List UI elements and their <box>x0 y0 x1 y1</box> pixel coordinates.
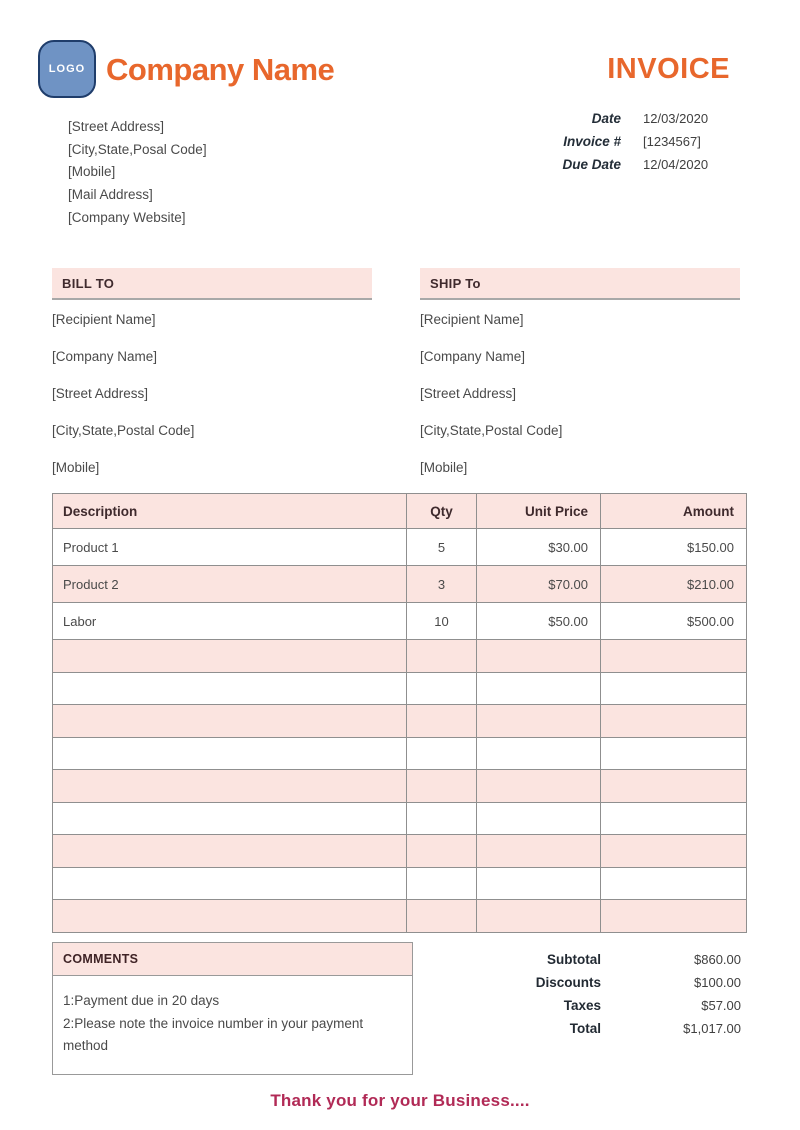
empty-cell <box>477 770 601 803</box>
meta-row-date <box>470 107 741 130</box>
bill-to-street-address: [Street Address] <box>52 386 149 401</box>
ship-to-mobile: [Mobile] <box>420 460 468 475</box>
empty-cell <box>477 900 601 933</box>
empty-cell <box>601 737 747 770</box>
empty-cell <box>53 672 407 705</box>
invoice-meta <box>470 107 741 176</box>
company-website: [Company Website] <box>68 209 186 225</box>
empty-cell <box>407 705 477 738</box>
comment-line-1: 1:Payment due in 20 days <box>63 993 220 1008</box>
bill-to-fields <box>52 300 372 497</box>
column-header-qty: Qty <box>407 494 477 529</box>
empty-cell <box>53 802 407 835</box>
item-row-labor <box>53 603 747 640</box>
totals-section <box>420 948 741 1040</box>
empty-cell <box>601 900 747 933</box>
item-description: Product 1 <box>53 529 407 566</box>
ship-to-section <box>420 268 740 497</box>
item-row-product-1 <box>53 529 747 566</box>
item-empty-row <box>53 900 747 933</box>
discounts-label: Discounts <box>535 975 601 990</box>
meta-row-due-date <box>470 153 741 176</box>
empty-cell <box>53 737 407 770</box>
empty-cell <box>601 867 747 900</box>
bill-to-section <box>52 268 372 497</box>
ship-to-recipient-name: [Recipient Name] <box>420 312 524 327</box>
due-date-label: Due Date <box>562 157 621 172</box>
item-empty-row <box>53 835 747 868</box>
invoice-number-value: [1234567] <box>643 134 701 149</box>
items-empty-rows <box>53 640 747 933</box>
empty-cell <box>601 770 747 803</box>
item-empty-row <box>53 802 747 835</box>
comments-section <box>52 942 413 1075</box>
item-empty-row <box>53 640 747 673</box>
subtotal-label: Subtotal <box>547 952 601 967</box>
due-date-value: 12/04/2020 <box>643 157 709 172</box>
item-empty-row <box>53 770 747 803</box>
company-street-address: [Street Address] <box>68 119 165 134</box>
logo-text: LOGO <box>48 63 86 75</box>
empty-cell <box>477 672 601 705</box>
ship-to-fields <box>420 300 740 497</box>
empty-cell <box>601 705 747 738</box>
item-qty: 10 <box>407 603 477 640</box>
comment-line-2: 2:Please note the invoice number in your payment method <box>63 1015 364 1053</box>
item-qty: 3 <box>407 566 477 603</box>
item-empty-row <box>53 867 747 900</box>
empty-cell <box>407 867 477 900</box>
total-label: Total <box>569 1021 601 1036</box>
date-label: Date <box>591 111 621 126</box>
taxes-label: Taxes <box>563 998 601 1013</box>
subtotal-value: $860.00 <box>694 952 741 967</box>
item-amount: $500.00 <box>601 603 747 640</box>
comments-header: COMMENTS <box>53 943 412 976</box>
empty-cell <box>53 640 407 673</box>
company-name: Company Name <box>106 52 335 87</box>
item-qty: 5 <box>407 529 477 566</box>
ship-to-header: SHIP To <box>420 268 740 300</box>
bill-to-recipient-name: [Recipient Name] <box>52 312 156 327</box>
item-description: Labor <box>53 603 407 640</box>
empty-cell <box>407 737 477 770</box>
ship-to-city-state: [City,State,Postal Code] <box>420 423 563 438</box>
taxes-value: $57.00 <box>701 998 741 1013</box>
bill-to-header: BILL TO <box>52 268 372 300</box>
empty-cell <box>407 802 477 835</box>
total-value: $1,017.00 <box>683 1021 741 1036</box>
company-mail-address: [Mail Address] <box>68 187 153 203</box>
empty-cell <box>407 640 477 673</box>
company-mobile: [Mobile] <box>68 164 116 180</box>
empty-cell <box>53 770 407 803</box>
empty-cell <box>53 705 407 738</box>
comments-body <box>53 976 412 1074</box>
empty-cell <box>477 705 601 738</box>
column-header-unit-price: Unit Price <box>477 494 601 529</box>
empty-cell <box>53 867 407 900</box>
empty-cell <box>407 672 477 705</box>
column-header-description: Description <box>53 494 407 529</box>
item-unit-price: $70.00 <box>477 566 601 603</box>
item-empty-row <box>53 737 747 770</box>
column-header-amount: Amount <box>601 494 747 529</box>
item-amount: $210.00 <box>601 566 747 603</box>
empty-cell <box>601 835 747 868</box>
bill-to-city-state: [City,State,Postal Code] <box>52 423 195 438</box>
bill-to-company-name: [Company Name] <box>52 349 158 364</box>
item-amount: $150.00 <box>601 529 747 566</box>
empty-cell <box>53 835 407 868</box>
meta-row-invoice-number <box>470 130 741 153</box>
item-empty-row <box>53 672 747 705</box>
totals-row-total <box>420 1017 741 1040</box>
totals-row-discounts <box>420 971 741 994</box>
ship-to-company-name: [Company Name] <box>420 349 526 364</box>
empty-cell <box>407 835 477 868</box>
company-logo <box>38 40 96 98</box>
items-header-row <box>53 494 747 529</box>
company-address-block <box>68 116 207 230</box>
item-row-product-2 <box>53 566 747 603</box>
empty-cell <box>477 867 601 900</box>
discounts-value: $100.00 <box>694 975 741 990</box>
empty-cell <box>407 900 477 933</box>
empty-cell <box>477 737 601 770</box>
empty-cell <box>477 835 601 868</box>
item-unit-price: $50.00 <box>477 603 601 640</box>
totals-row-taxes <box>420 994 741 1017</box>
date-value: 12/03/2020 <box>643 111 709 126</box>
item-description: Product 2 <box>53 566 407 603</box>
empty-cell <box>601 640 747 673</box>
empty-cell <box>601 802 747 835</box>
empty-cell <box>53 900 407 933</box>
empty-cell <box>477 802 601 835</box>
thank-you-message: Thank you for your Business.... <box>270 1091 530 1110</box>
empty-cell <box>477 640 601 673</box>
empty-cell <box>407 770 477 803</box>
company-city-state: [City,State,Posal Code] <box>68 141 207 157</box>
ship-to-street-address: [Street Address] <box>420 386 517 401</box>
totals-row-subtotal <box>420 948 741 971</box>
item-unit-price: $30.00 <box>477 529 601 566</box>
item-empty-row <box>53 705 747 738</box>
bill-to-mobile: [Mobile] <box>52 460 100 475</box>
items-table <box>52 493 747 933</box>
invoice-number-label: Invoice # <box>563 134 621 149</box>
invoice-title: INVOICE <box>607 53 730 85</box>
empty-cell <box>601 672 747 705</box>
